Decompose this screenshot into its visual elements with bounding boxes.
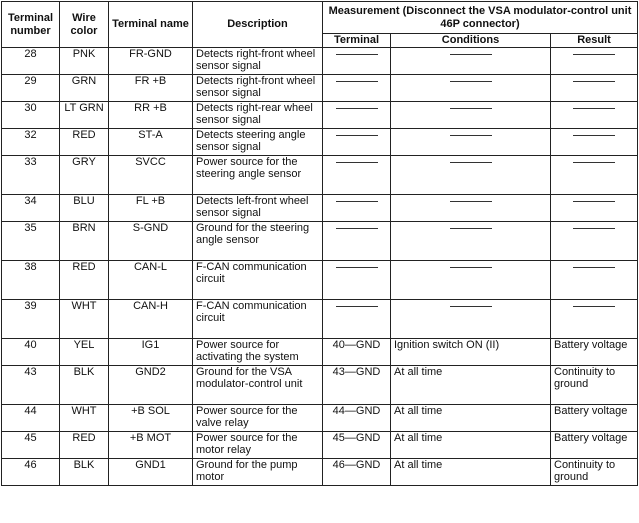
table-row [2,48,638,75]
dash-line [573,108,615,109]
cell-measurement-result: Battery voltage [551,432,638,459]
table-row [2,195,638,222]
dash-line [336,108,378,109]
cell-measurement-conditions: Ignition switch ON (II) [391,339,551,366]
cell-terminal-name: GND1 [109,459,193,486]
cell-wire-color: BLK [60,459,109,486]
cell-description: Detects right-front wheel sensor signal [193,48,323,75]
cell-description: Detects right-front wheel sensor signal [193,75,323,102]
cell-measurement-conditions-empty [391,195,551,222]
dash-line [450,162,492,163]
table-row [2,405,638,432]
cell-terminal-name: CAN-H [109,300,193,339]
cell-measurement-terminal: 43—GND [323,366,391,405]
cell-wire-color: BLK [60,366,109,405]
dash-line [450,201,492,202]
cell-terminal-name: FR +B [109,75,193,102]
cell-terminal-name: GND2 [109,366,193,405]
cell-wire-color: YEL [60,339,109,366]
cell-description: Detects left-front wheel sensor signal [193,195,323,222]
dash-line [450,54,492,55]
cell-measurement-result: Battery voltage [551,339,638,366]
dash-line [450,306,492,307]
cell-measurement-result-empty [551,129,638,156]
cell-terminal-number: 40 [2,339,60,366]
dash-line [573,306,615,307]
dash-line [573,54,615,55]
table-row [2,156,638,195]
dash-line [336,162,378,163]
cell-terminal-number: 44 [2,405,60,432]
cell-terminal-number: 33 [2,156,60,195]
cell-terminal-name: +B MOT [109,432,193,459]
dash-line [450,81,492,82]
terminal-table [1,1,638,486]
cell-measurement-terminal-empty [323,102,391,129]
cell-measurement-terminal-empty [323,48,391,75]
cell-wire-color: WHT [60,300,109,339]
dash-line [336,201,378,202]
cell-terminal-number: 32 [2,129,60,156]
header-measurement: Measurement (Disconnect the VSA modulator-control unit 46P connector) [323,2,638,34]
cell-terminal-name: IG1 [109,339,193,366]
dash-line [573,135,615,136]
cell-measurement-terminal-empty [323,75,391,102]
cell-measurement-terminal-empty [323,129,391,156]
table-row [2,339,638,366]
dash-line [573,81,615,82]
terminal-table-container [1,1,637,521]
cell-measurement-conditions: At all time [391,432,551,459]
dash-line [573,201,615,202]
cell-measurement-terminal-empty [323,300,391,339]
table-row [2,366,638,405]
cell-measurement-conditions-empty [391,156,551,195]
dash-line [336,228,378,229]
cell-wire-color: GRN [60,75,109,102]
cell-measurement-conditions-empty [391,75,551,102]
cell-wire-color: BRN [60,222,109,261]
cell-measurement-result: Continuity to ground [551,459,638,486]
cell-measurement-result-empty [551,300,638,339]
cell-measurement-result: Continuity to ground [551,366,638,405]
header-terminal-name: Terminal name [109,2,193,48]
cell-terminal-number: 43 [2,366,60,405]
dash-line [573,267,615,268]
cell-terminal-name: FL +B [109,195,193,222]
cell-measurement-terminal: 46—GND [323,459,391,486]
dash-line [450,267,492,268]
cell-description: Detects steering angle sensor signal [193,129,323,156]
dash-line [336,135,378,136]
cell-terminal-number: 29 [2,75,60,102]
dash-line [336,81,378,82]
cell-measurement-result-empty [551,75,638,102]
cell-measurement-terminal: 40—GND [323,339,391,366]
cell-measurement-terminal: 44—GND [323,405,391,432]
cell-wire-color: GRY [60,156,109,195]
cell-terminal-name: +B SOL [109,405,193,432]
cell-wire-color: RED [60,432,109,459]
cell-terminal-name: ST-A [109,129,193,156]
cell-measurement-terminal-empty [323,195,391,222]
cell-terminal-number: 45 [2,432,60,459]
dash-line [450,108,492,109]
cell-terminal-number: 46 [2,459,60,486]
cell-measurement-conditions-empty [391,300,551,339]
cell-wire-color: WHT [60,405,109,432]
table-row [2,432,638,459]
dash-line [573,228,615,229]
subheader-terminal: Terminal [323,34,391,48]
header-terminal-number: Terminal number [2,2,60,48]
cell-description: F-CAN communication circuit [193,261,323,300]
cell-terminal-number: 30 [2,102,60,129]
cell-description: Power source for the steering angle sensor [193,156,323,195]
cell-measurement-terminal-empty [323,156,391,195]
cell-description: Power source for the motor relay [193,432,323,459]
cell-measurement-result-empty [551,195,638,222]
dash-line [336,267,378,268]
cell-wire-color: LT GRN [60,102,109,129]
cell-description: Ground for the VSA modulator-control unit [193,366,323,405]
cell-measurement-result-empty [551,102,638,129]
cell-measurement-conditions-empty [391,102,551,129]
cell-terminal-name: RR +B [109,102,193,129]
cell-description: Power source for activating the system [193,339,323,366]
table-body [2,48,638,486]
cell-terminal-name: CAN-L [109,261,193,300]
table-header [2,2,638,48]
subheader-result: Result [551,34,638,48]
header-wire-color: Wire color [60,2,109,48]
cell-measurement-result-empty [551,222,638,261]
table-row [2,222,638,261]
cell-measurement-result-empty [551,156,638,195]
dash-line [336,306,378,307]
cell-measurement-conditions: At all time [391,405,551,432]
cell-measurement-conditions-empty [391,261,551,300]
cell-measurement-conditions: At all time [391,459,551,486]
table-row [2,300,638,339]
dash-line [573,162,615,163]
cell-terminal-number: 39 [2,300,60,339]
subheader-conditions: Conditions [391,34,551,48]
header-description: Description [193,2,323,48]
cell-measurement-result-empty [551,261,638,300]
cell-terminal-number: 35 [2,222,60,261]
cell-terminal-name: FR-GND [109,48,193,75]
cell-measurement-conditions-empty [391,48,551,75]
cell-description: Ground for the steering angle sensor [193,222,323,261]
cell-terminal-name: SVCC [109,156,193,195]
dash-line [336,54,378,55]
cell-wire-color: BLU [60,195,109,222]
cell-terminal-number: 28 [2,48,60,75]
cell-terminal-name: S-GND [109,222,193,261]
cell-measurement-conditions: At all time [391,366,551,405]
cell-measurement-terminal-empty [323,222,391,261]
cell-measurement-result: Battery voltage [551,405,638,432]
cell-wire-color: PNK [60,48,109,75]
cell-terminal-number: 38 [2,261,60,300]
cell-description: Detects right-rear wheel sensor signal [193,102,323,129]
cell-measurement-conditions-empty [391,129,551,156]
table-row [2,102,638,129]
cell-wire-color: RED [60,129,109,156]
table-row [2,75,638,102]
cell-measurement-terminal: 45—GND [323,432,391,459]
dash-line [450,135,492,136]
cell-measurement-result-empty [551,48,638,75]
table-row [2,459,638,486]
cell-description: Power source for the valve relay [193,405,323,432]
cell-measurement-terminal-empty [323,261,391,300]
cell-wire-color: RED [60,261,109,300]
table-row [2,129,638,156]
cell-description: F-CAN communication circuit [193,300,323,339]
cell-measurement-conditions-empty [391,222,551,261]
dash-line [450,228,492,229]
table-row [2,261,638,300]
cell-description: Ground for the pump motor [193,459,323,486]
cell-terminal-number: 34 [2,195,60,222]
